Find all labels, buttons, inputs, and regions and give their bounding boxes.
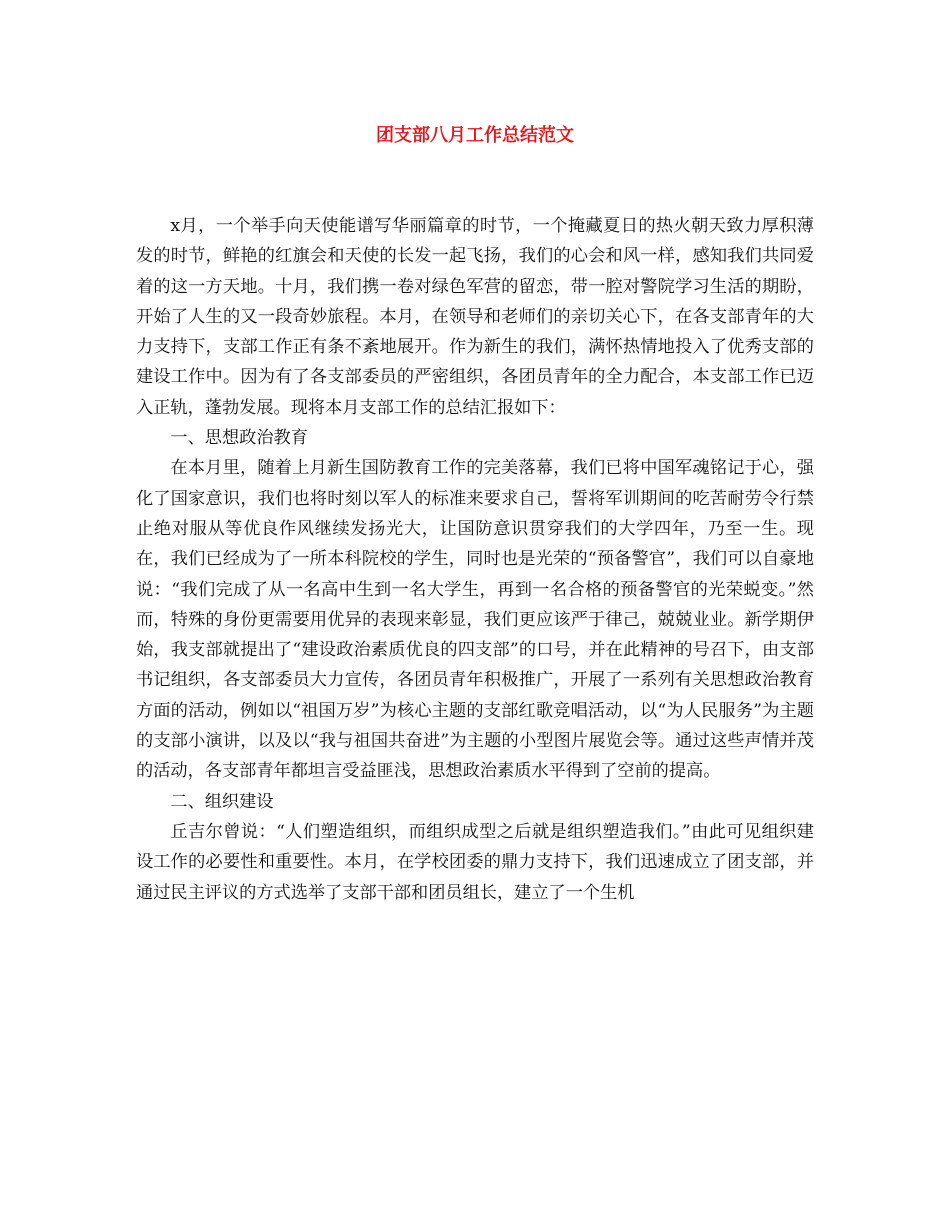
document-title: 团支部八月工作总结范文 <box>376 125 574 146</box>
paragraph-organization: 丘吉尔曾说：“人们塑造组织，而组织成型之后就是组织塑造我们。”由此可见组织建设工作的必要性和重要性。本月，在学校团委的鼎力支持下，我们迅速成立了团支部，并通过民主评议的方式选举了支部干部和团员组长，建立了一个生机 <box>136 821 814 903</box>
section-heading-ideology: 一、思想政治教育 <box>170 428 308 449</box>
paragraph-intro: x月，一个举手向天使能谱写华丽篇章的时节，一个掩藏夏日的热火朝天致力厚积薄发的时节，鲜艳的红旗会和天使的长发一起飞扬，我们的心会和风一样，感知我们共同爱着的这一方天地。十月，我们携一卷对绿色军营的留恋，带一腔对警院学习生活的期盼，开始了人生的又一段奇妙旅程。本月，在领导和老师们的亲切关心下，在各支部青年的大力支持下，支部工作正有条不紊地展开。作为新生的我们，满怀热情地投入了优秀支部的建设工作中。因为有了各支部委员的严密组织，各团员青年的全力配合，本支部工作已迈入正轨，蓬勃发展。现将本月支部工作的总结汇报如下： <box>136 216 814 418</box>
section-heading-organization: 二、组织建设 <box>170 791 274 812</box>
document-body <box>136 211 814 908</box>
paragraph-ideology: 在本月里，随着上月新生国防教育工作的完美落幕，我们已将中国军魂铭记于心，强化了国家意识，我们也将时刻以军人的标准来要求自己，誓将军训期间的吃苦耐劳令行禁止绝对服从等优良作风继续发扬光大，让国防意识贯穿我们的大学四年，乃至一生。现在，我们已经成为了一所本科院校的学生，同时也是光荣的“预备警官”，我们可以自豪地说：“我们完成了从一名高中生到一名大学生，再到一名合格的预备警官的光荣蜕变。”然而，特殊的身份更需要用优异的表现来彰显，我们更应该严于律己，兢兢业业。新学期伊始，我支部就提出了“建设政治素质优良的四支部”的口号，并在此精神的号召下，由支部书记组织，各支部委员大力宣传，各团员青年积极推广，开展了一系列有关思想政治教育方面的活动，例如以“祖国万岁”为核心主题的支部红歌竞唱活动，以“为人民服务”为主题的支部小演讲，以及以“我与祖国共奋进”为主题的小型图片展览会等。通过这些声情并茂的活动，各支部青年都坦言受益匪浅，思想政治素质水平得到了空前的提高。 <box>136 458 814 782</box>
